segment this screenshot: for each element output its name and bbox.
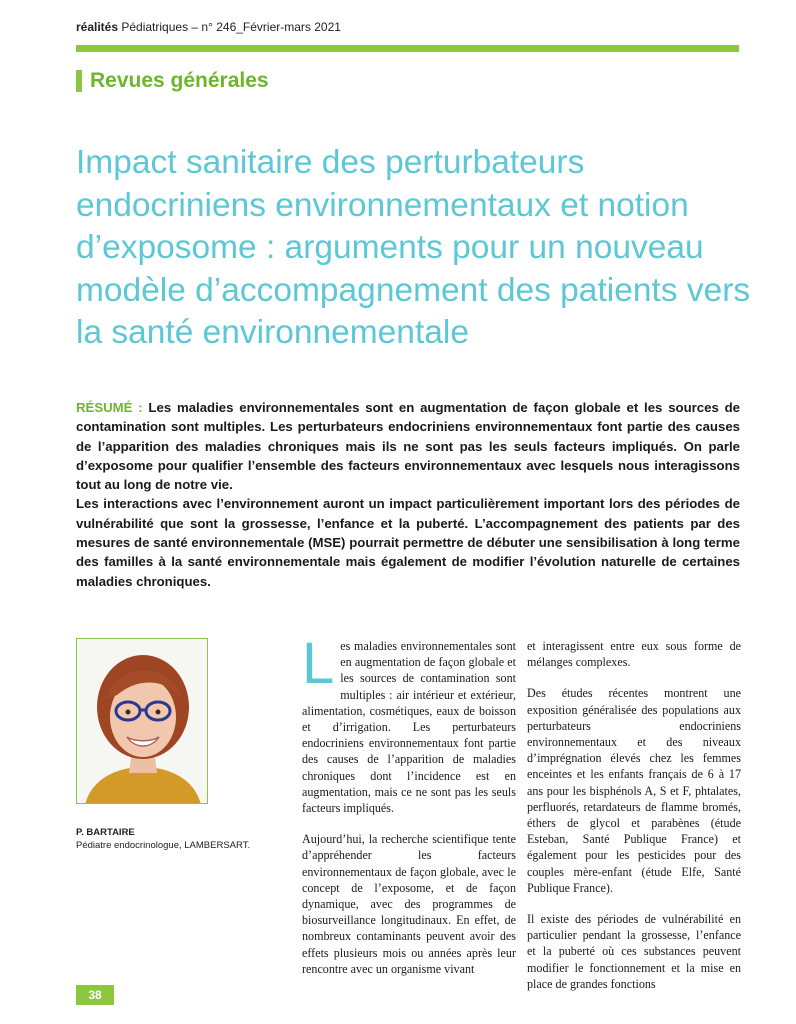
abstract xyxy=(76,398,740,591)
abstract-paragraph-1 xyxy=(76,398,740,494)
article-title: Impact sanitaire des perturbateurs endocriniens environnementaux et notion d’exposome : arguments pour un nouveau modèle d’accompagnement des patients vers la santé environnementale xyxy=(76,144,751,351)
running-head xyxy=(76,20,341,34)
section-title: Revues générales xyxy=(90,69,269,92)
author-photo xyxy=(76,638,208,804)
section-label xyxy=(76,68,269,94)
abstract-label: RÉSUMÉ : xyxy=(76,400,143,415)
body-text: es maladies environnementales sont en augmentation de façon globale et les sources de contamination sont multiples : air intérieur et extérieur, alimentation, cosmétiques, eaux de boisson et d’irrigation. Les perturbateurs endocriniens environnementaux font partie des causes de l’apparition de maladies chroniques dont l’incidence est en augmentation, mais ce ne sont pas les seuls facteurs impliqués. xyxy=(302,639,516,816)
issue-info: Pédiatriques – n° 246_Février-mars 2021 xyxy=(118,20,341,34)
body-column-2 xyxy=(527,638,741,1007)
body-paragraph: et interagissent entre eux sous forme de mélanges complexes. xyxy=(527,639,741,670)
body-paragraph: Il existe des périodes de vulnérabilité en particulier pendant la grossesse, l’enfance et la puberté où ces substances peuvent modifier le fonctionnement et la mise en place de grandes fonctions xyxy=(527,912,741,991)
abstract-text-1: Les maladies environnementales sont en augmentation de façon globale et les sources de contamination sont multiples. Les perturbateurs endocriniens environnementaux font partie des causes de l’apparition des maladies chroniques mais ils ne sont pas les seuls facteurs impliqués. On parle d’exposome pour qualifier l’ensemble des facteurs environnementaux avec lesquels nous interagissons tout au long de notre vie. xyxy=(76,400,740,493)
author-affiliation: Pédiatre endocrinologue, LAMBERSART. xyxy=(76,840,251,851)
author-name: P. BARTAIRE xyxy=(76,827,135,838)
drop-cap: L xyxy=(302,631,335,696)
journal-name: réalités xyxy=(76,20,119,34)
header-rule xyxy=(76,45,739,52)
abstract-paragraph-2: Les interactions avec l’environnement auront un impact particulièrement important lors des périodes de vulnérabilité que sont la grossesse, l’enfance et la puberté. L’accompagnement des patients par des mesures de santé environnementale (MSE) pourrait permettre de débuter une sensibilisation à long terme des familles à la santé environnementale mais également de modifier l’évolution naturelle de certaines maladies chroniques. xyxy=(76,496,740,589)
body-column-1 xyxy=(302,631,516,992)
body-paragraph: Des études récentes montrent une exposition généralisée des populations aux perturbateurs endocriniens environnementaux et des niveaux d’imprégnation élevés chez les femmes enceintes et les enfants français de 6 à 17 ans pour les bisphénols A, S et F, phtalates, perfluorés, retardateurs de flamme bromés, éthers de glycol et parabènes (étude Esteban, Santé Publique France) et également pour les pesticides pour des couples mère-enfant (étude Elfe, Santé Publique France). xyxy=(527,686,741,895)
body-paragraph: Aujourd’hui, la recherche scientifique tente d’appréhender les facteurs environnementaux de façon globale, avec le concept de l’exposome, et de façon dynamique, avec des programmes de biosurveillance longitudinaux. En effet, de nombreux contaminants peuvent avoir des effets plusieurs mois ou années après leur rencontre avec un organisme vivant xyxy=(302,832,516,976)
section-marker xyxy=(76,70,82,92)
page-number: 38 xyxy=(76,985,114,1005)
body-paragraph xyxy=(302,631,516,816)
